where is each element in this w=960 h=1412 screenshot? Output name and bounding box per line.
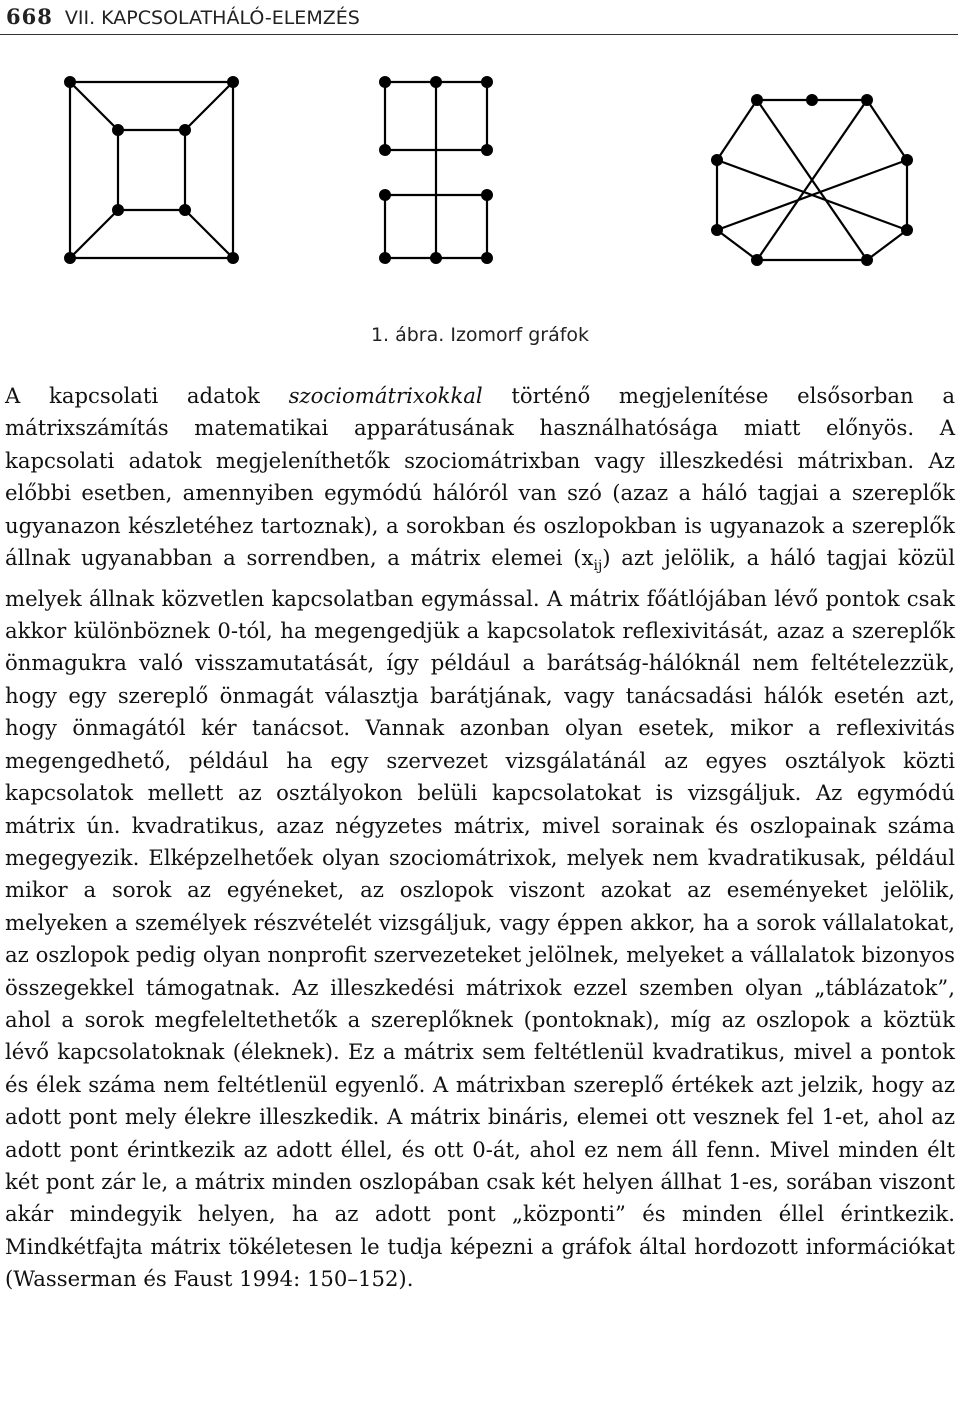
graph-node xyxy=(227,252,239,264)
paragraph xyxy=(5,380,955,1296)
subscript: ij xyxy=(593,558,603,575)
figure-caption: 1. ábra. Izomorf gráfok xyxy=(370,324,590,346)
graph-edge xyxy=(70,82,118,130)
graph-node xyxy=(751,94,763,106)
page-number: 668 xyxy=(6,4,53,29)
graph-3 xyxy=(711,94,913,266)
graph-node xyxy=(379,76,391,88)
graph-node xyxy=(901,154,913,166)
graph-node xyxy=(64,252,76,264)
graph-node xyxy=(711,224,723,236)
graph-node xyxy=(901,224,913,236)
graph-node xyxy=(711,154,723,166)
graph-edge xyxy=(867,100,907,160)
graph-node xyxy=(430,76,442,88)
graph-node xyxy=(379,144,391,156)
graph-node xyxy=(227,76,239,88)
graph-edge xyxy=(70,210,118,258)
graph-edge xyxy=(185,82,233,130)
graph-node xyxy=(430,252,442,264)
graph-node xyxy=(481,76,493,88)
chapter-title: VII. KAPCSOLATHÁLÓ-ELEMZÉS xyxy=(64,7,360,29)
graph-node xyxy=(179,124,191,136)
graph-node xyxy=(861,94,873,106)
graph-node xyxy=(806,94,818,106)
graph-node xyxy=(481,189,493,201)
graph-node xyxy=(481,252,493,264)
emphasis-term: szociomátrixokkal xyxy=(288,383,483,408)
text-run: történő megjelenítése elsősorban a mátrixszámítás matematikai apparátusának használhatósága miatt előnyös. A kapcsolati adatok megjeleníthetők szociomátrixban vagy illeszkedési mátrixban. Az előbbi esetben, amennyiben egymódú hálóról van szó (azaz a háló tagjai a szereplők ugyanazon készletéhez tartoznak), a sorokban és oszlopokban is ugyanazok a szereplők állnak ugyanabban a sorrendben, a mátrix elemei (x xyxy=(5,383,956,571)
graph-2 xyxy=(379,76,493,264)
graph-1 xyxy=(64,76,239,264)
header-rule xyxy=(0,34,958,35)
graph-node xyxy=(379,252,391,264)
graph-node xyxy=(751,254,763,266)
text-run: A kapcsolati adatok xyxy=(5,383,289,408)
graph-edge xyxy=(717,100,757,160)
graph-edge xyxy=(867,230,907,260)
graph-node xyxy=(112,124,124,136)
isomorphic-graphs-figure xyxy=(0,60,960,280)
graph-node xyxy=(64,76,76,88)
graph-node xyxy=(861,254,873,266)
graph-node xyxy=(481,144,493,156)
graph-node xyxy=(379,189,391,201)
graph-edge xyxy=(717,230,757,260)
graph-node xyxy=(179,204,191,216)
running-header xyxy=(6,4,360,29)
graph-node xyxy=(112,204,124,216)
graph-edge xyxy=(185,210,233,258)
body-text xyxy=(5,380,955,1296)
text-run: ) azt jelölik, a háló tagjai közül melyek állnak közvetlen kapcsolatban egymással. A mátrix főátlójában lévő pontok csak akkor különböznek 0-tól, ha megengedjük a kapcsolatok reflexivitását, azaz a szereplők önmagukra való visszamutatását, így például a barátság-hálóknál nem feltételezzük, hogy egy szereplő önmagát választja barátjának, vagy tanácsadási hálók esetén azt, hogy önmagától kér tanácsot. Vannak azonban olyan esetek, mikor a reflexivitás megengedhető, például ha egy szervezet vizsgálatánál az egyes osztályok közti kapcsolatok mellett az osztályokon belüli kapcsolatokat is vizsgáljuk. Az egymódú mátrix ún. kvadratikus, azaz négyzetes mátrix, mivel sorainak és oszlopainak száma megegyezik. Elképzelhetőek olyan szociomátrixok, melyek nem kvadratikusak, például mikor a sorok az egyéneket, az oszlopok viszont azokat az eseményeket jelölik, melyeken a személyek részvételét vizsgáljuk, vagy éppen akkor, ha a sorok vállalatokat, az oszlopok pedig olyan nonprofit szervezeteket jelölnek, melyeket a vállalatok bizonyos összegekkel támogatnak. Az illeszkedési mátrixok ezzel szemben olyan „táblázatok”, ahol a sorok megfeleltethetők a szereplőknek (pontoknak), míg az oszlopok a köztük lévő kapcsolatoknak (éleknek). Ez a mátrix sem feltétlenül kvadratikus, mivel a pontok és élek száma nem feltétlenül egyenlő. A mátrixban szereplő értékek azt jelzik, hogy az adott pont mely élekre illeszkedik. A mátrix bináris, elemei ott vesznek fel 1-et, ahol az adott pont érintkezik az adott éllel, és ott 0-át, ahol ez nem áll fenn. Mivel minden élt két pont zár le, a mátrix minden oszlopában csak két helyen állhat 1-es, sorában viszont akár mindegyik helyen, ha az adott pont „központi” és minden éllel érintkezik. Mindkétfajta mátrix tökéletesen le tudja képezni a gráfok által hordozott információkat (Wasserman és Faust 1994: 150–152). xyxy=(5,545,955,1292)
